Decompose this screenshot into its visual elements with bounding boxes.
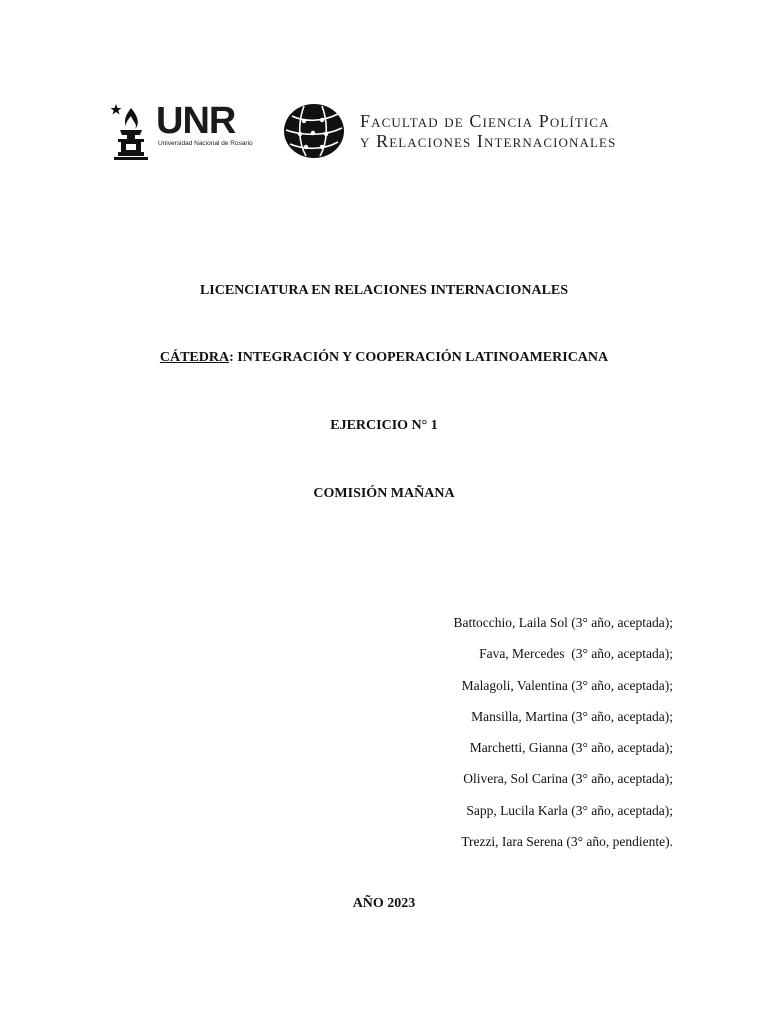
chair-title [0,350,768,366]
year-title: AÑO 2023 [352,896,416,911]
student-entry: Sapp, Lucila Karla (3° año, aceptada); [466,802,673,818]
degree-title: LICENCIATURA EN RELACIONES INTERNACIONALES [199,283,569,298]
chair-label: CÁTEDRA [159,350,230,365]
student-entry: Olivera, Sol Carina (3° año, aceptada); [463,771,673,787]
student-entry: Marchetti, Gianna (3° año, aceptada); [469,740,673,756]
unr-logo-text: UNR [156,100,236,142]
unr-logo-subtitle: Universidad Nacional de Rosario [158,140,253,147]
student-entry: Fava, Mercedes (3° año, aceptada); [479,646,673,662]
commission-title: COMISIÓN MAÑANA [313,486,455,501]
faculty-logo-text [360,111,616,151]
unr-torch-emblem-icon [108,102,154,162]
header-logos [108,98,668,168]
student-list [454,614,673,864]
faculty-globe-emblem-icon [282,102,346,160]
unr-logo [108,98,268,164]
chair-value: : INTEGRACIÓN Y COOPERACIÓN LATINOAMERICANA [229,350,609,365]
student-entry: Trezzi, Iara Serena (3° año, pendiente). [461,834,673,850]
student-entry: Battocchio, Laila Sol (3° año, aceptada); [453,615,673,630]
student-entry: Malagoli, Valentina (3° año, aceptada); [461,677,673,693]
student-entry: Mansilla, Martina (3° año, aceptada); [471,708,673,724]
faculty-logo-line-2: y Relaciones Internacionales [360,131,617,151]
faculty-logo-line-1: Facultad de Ciencia Política [360,111,610,131]
exercise-title: EJERCICIO N° 1 [330,418,438,433]
